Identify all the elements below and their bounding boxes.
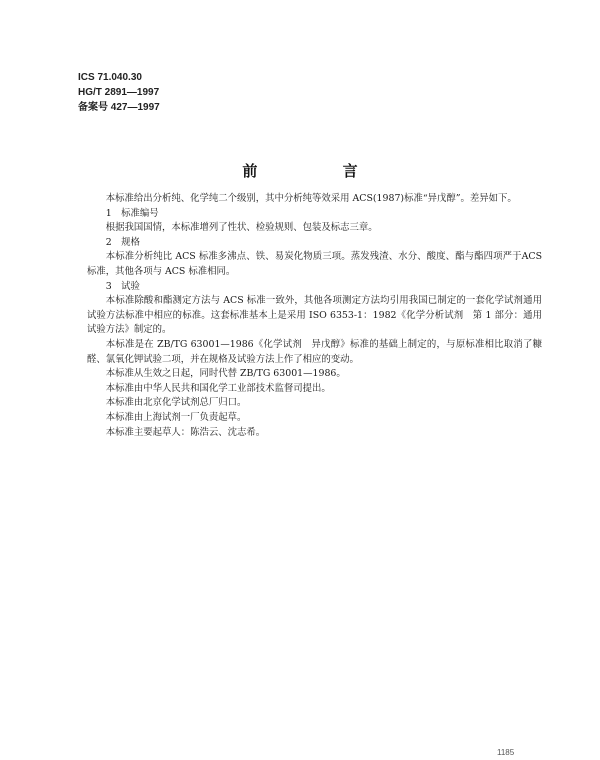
paragraph-basis: 本标准是在 ZB/TG 63001—1986《化学试剂 异戊醇》标准的基础上制定的，与原标准相比取消了糠醛、氯氧化钾试验二项，并在规格及试验方法上作了相应的变动。 [87,338,542,365]
paragraph-authors: 本标准主要起草人：陈浩云、沈志希。 [105,426,266,438]
standard-codes [78,70,160,115]
paragraph-drafter: 本标准由上海试剂一厂负责起草。 [105,411,247,423]
paragraph-proposer: 本标准由中华人民共和国化学工业部技术监督司提出。 [105,382,331,394]
paragraph-effective: 本标准从生效之日起，同时代替 ZB/TG 63001—1986。 [105,368,346,380]
record-number: 备案号 427—1997 [78,102,160,113]
paragraph-section-1: 根据我国国情，本标准增列了性状、检验规则、包装及标志三章。 [105,222,378,234]
standard-number: HG/T 2891—1997 [78,87,160,98]
paragraph-section-2: 本标准分析纯比 ACS 标准多沸点、铁、易炭化物质三项。蒸发残渣、水分、酸度、酯与酯四项严于ACS 标准，其他各项与 ACS 标准相同。 [87,251,542,277]
page-number: 1185 [497,748,515,757]
foreword-body [87,192,542,440]
ics-code: ICS 71.040.30 [78,72,142,83]
paragraph-administrator: 本标准由北京化学试剂总厂归口。 [105,397,247,409]
section-heading-2: 2 规格 [105,236,140,248]
paragraph-intro: 本标准给出分析纯、化学纯二个级别，其中分析纯等效采用 ACS(1987)标准“异戊醇”。差异如下。 [105,193,517,204]
section-heading-1: 1 标准编号 [105,207,159,219]
page-title: 前 言 [242,162,398,180]
section-heading-3: 3 试验 [105,280,140,292]
paragraph-section-3: 本标准除酸和酯测定方法与 ACS 标准一致外，其他各项测定方法均引用我国已制定的一套化学试剂通用试验方法标准中相应的标准。这套标准基本上是采用 ISO 6353-1：1982《化学分析试剂 第 1 部分：通用试验方法》制定的。 [87,295,542,336]
